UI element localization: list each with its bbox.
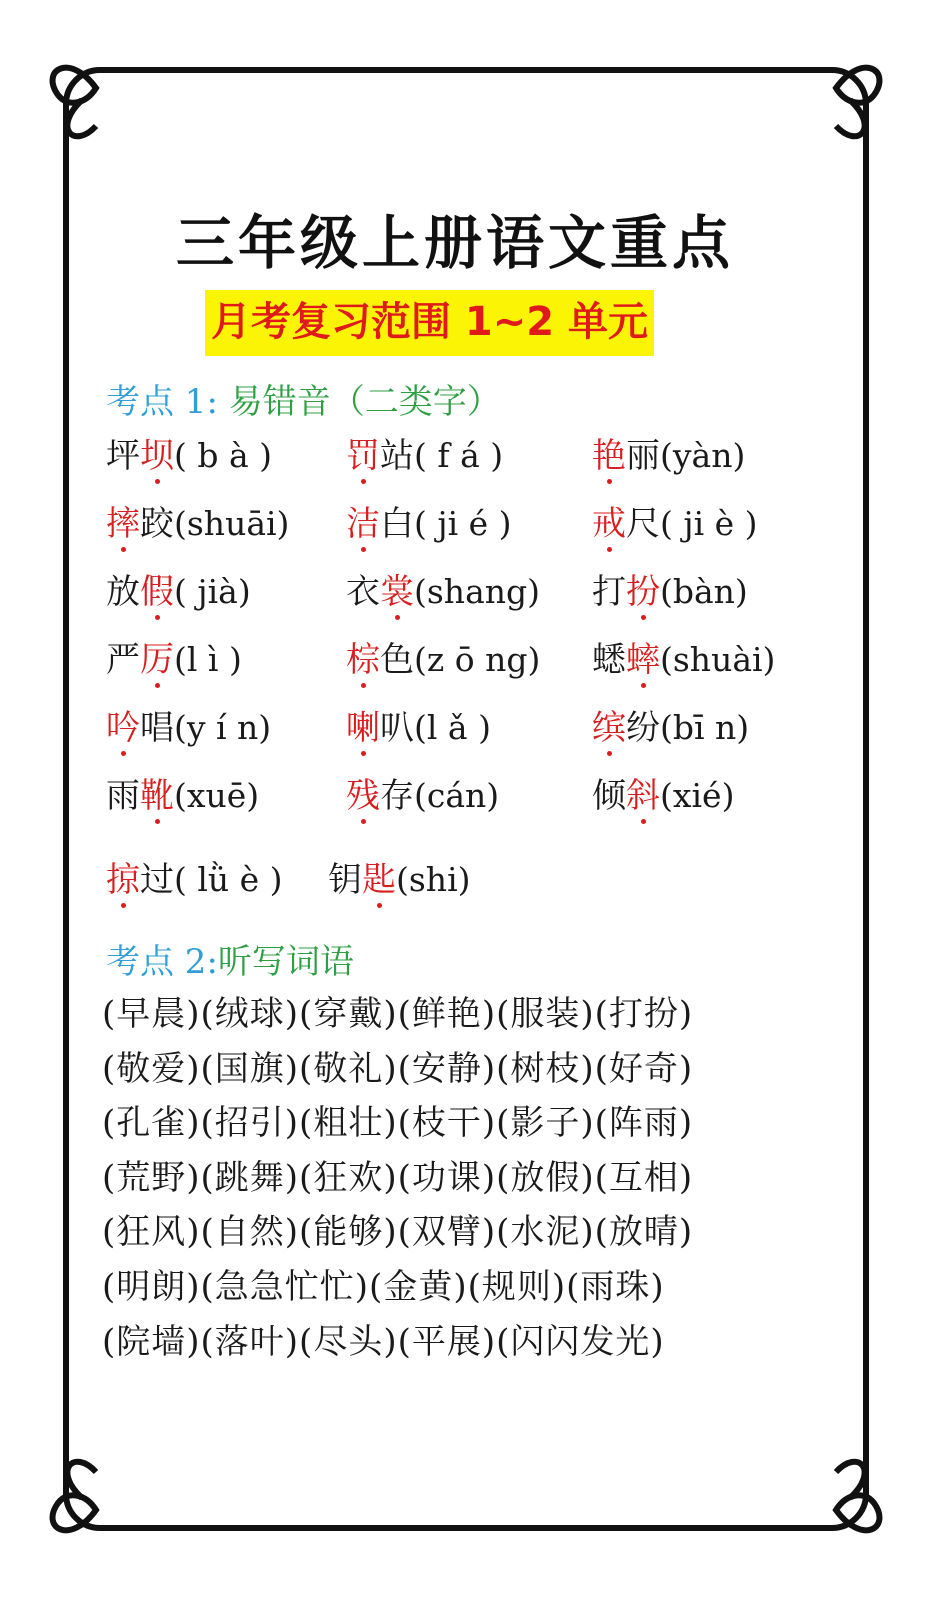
pinyin-text: ( lǜ è ) bbox=[174, 860, 283, 899]
pinyin-word bbox=[106, 768, 259, 817]
highlighted-character: 厉 bbox=[140, 632, 174, 681]
pinyin-text: (shuài) bbox=[660, 640, 776, 679]
vocab-line: (狂风)(自然)(能够)(双臂)(水泥)(放晴) bbox=[102, 1212, 694, 1253]
character: 打 bbox=[592, 572, 626, 612]
character: 严 bbox=[106, 640, 140, 680]
pinyin-word bbox=[346, 768, 499, 817]
character: 尺 bbox=[626, 504, 660, 544]
vocab-line: (明朗)(急急忙忙)(金黄)(规则)(雨珠) bbox=[102, 1267, 665, 1307]
highlighted-character: 摔 bbox=[106, 496, 140, 545]
highlighted-character: 残 bbox=[346, 768, 380, 817]
vocab-line: (敬爱)(国旗)(敬礼)(安静)(树枝)(好奇) bbox=[102, 1048, 694, 1089]
character: 坪 bbox=[106, 436, 140, 476]
highlighted-character: 艳 bbox=[592, 428, 626, 477]
pinyin-text: (bī n) bbox=[660, 708, 750, 747]
character: 叭 bbox=[380, 708, 414, 748]
character: 白 bbox=[380, 504, 414, 544]
highlighted-character: 缤 bbox=[592, 700, 626, 749]
pinyin-word bbox=[592, 700, 749, 749]
subtitle-banner: 月考复习范围 1~2 单元 bbox=[205, 290, 654, 356]
section-topic: 易错音（二类字） bbox=[228, 382, 501, 422]
pinyin-word bbox=[106, 852, 283, 901]
pinyin-text: (bàn) bbox=[660, 572, 748, 611]
pinyin-word bbox=[592, 632, 775, 681]
pinyin-word bbox=[106, 700, 271, 749]
pinyin-word bbox=[346, 700, 491, 749]
highlighted-character: 扮 bbox=[626, 564, 660, 613]
highlighted-character: 戒 bbox=[592, 496, 626, 545]
highlighted-character: 靴 bbox=[140, 768, 174, 817]
pinyin-text: (l ǎ ) bbox=[414, 708, 491, 747]
section-topic: 听写词语 bbox=[217, 942, 354, 982]
pinyin-word bbox=[592, 428, 745, 477]
section-label: 考点 1: bbox=[106, 382, 218, 422]
pinyin-word bbox=[346, 564, 540, 613]
character: 站 bbox=[380, 436, 414, 476]
pinyin-word bbox=[592, 768, 734, 817]
section-heading-1 bbox=[106, 374, 501, 423]
pinyin-word bbox=[592, 564, 748, 613]
character: 过 bbox=[140, 860, 174, 900]
pinyin-word bbox=[592, 496, 758, 545]
section-label: 考点 2: bbox=[106, 942, 218, 982]
character: 跤 bbox=[140, 504, 174, 544]
pinyin-word bbox=[106, 428, 272, 477]
page-title: 三年级上册语文重点 bbox=[175, 209, 734, 277]
character: 纷 bbox=[626, 708, 660, 748]
pinyin-word bbox=[346, 496, 512, 545]
character: 丽 bbox=[626, 436, 660, 476]
pinyin-text: (l ì ) bbox=[174, 640, 242, 679]
character: 雨 bbox=[106, 776, 140, 816]
highlighted-character: 喇 bbox=[346, 700, 380, 749]
highlighted-character: 斜 bbox=[626, 768, 660, 817]
highlighted-character: 洁 bbox=[346, 496, 380, 545]
highlighted-character: 罚 bbox=[346, 428, 380, 477]
pinyin-text: (y í n) bbox=[174, 708, 272, 747]
highlighted-character: 裳 bbox=[380, 564, 414, 613]
pinyin-text: (shi) bbox=[396, 860, 471, 899]
pinyin-word bbox=[106, 632, 242, 681]
character: 放 bbox=[106, 572, 140, 612]
character: 存 bbox=[380, 776, 414, 816]
pinyin-text: (shuāi) bbox=[174, 504, 290, 543]
highlighted-character: 蟀 bbox=[626, 632, 660, 681]
character: 蟋 bbox=[592, 640, 626, 680]
pinyin-text: (yàn) bbox=[660, 436, 746, 475]
pinyin-text: ( b à ) bbox=[174, 436, 273, 475]
character: 倾 bbox=[592, 776, 626, 816]
character: 唱 bbox=[140, 708, 174, 748]
highlighted-character: 匙 bbox=[362, 852, 396, 901]
pinyin-word bbox=[106, 564, 251, 613]
vocab-line: (孔雀)(招引)(粗壮)(枝干)(影子)(阵雨) bbox=[102, 1103, 694, 1144]
pinyin-text: ( ji è ) bbox=[660, 504, 758, 543]
highlighted-character: 掠 bbox=[106, 852, 140, 901]
highlighted-character: 吟 bbox=[106, 700, 140, 749]
highlighted-character: 假 bbox=[140, 564, 174, 613]
vocab-line: (早晨)(绒球)(穿戴)(鲜艳)(服装)(打扮) bbox=[102, 994, 694, 1034]
pinyin-word bbox=[346, 428, 503, 477]
pinyin-word bbox=[106, 496, 289, 545]
character: 色 bbox=[380, 640, 414, 680]
pinyin-text: (shang) bbox=[414, 572, 540, 611]
section-heading-2 bbox=[106, 934, 354, 983]
pinyin-text: ( jià) bbox=[174, 572, 251, 611]
pinyin-text: ( f á ) bbox=[414, 436, 504, 475]
vocab-line: (院墙)(落叶)(尽头)(平展)(闪闪发光) bbox=[102, 1321, 665, 1362]
vocab-line: (荒野)(跳舞)(狂欢)(功课)(放假)(互相) bbox=[102, 1157, 694, 1198]
character: 衣 bbox=[346, 572, 380, 612]
pinyin-text: (cán) bbox=[414, 776, 500, 815]
highlighted-character: 棕 bbox=[346, 632, 380, 681]
pinyin-text: (z ō ng) bbox=[414, 640, 541, 679]
pinyin-word bbox=[328, 852, 471, 901]
highlighted-character: 坝 bbox=[140, 428, 174, 477]
character: 钥 bbox=[328, 860, 362, 900]
pinyin-text: (xuē) bbox=[174, 776, 260, 815]
pinyin-text: ( ji é ) bbox=[414, 504, 512, 543]
pinyin-text: (xié) bbox=[660, 776, 735, 815]
pinyin-word bbox=[346, 632, 540, 681]
